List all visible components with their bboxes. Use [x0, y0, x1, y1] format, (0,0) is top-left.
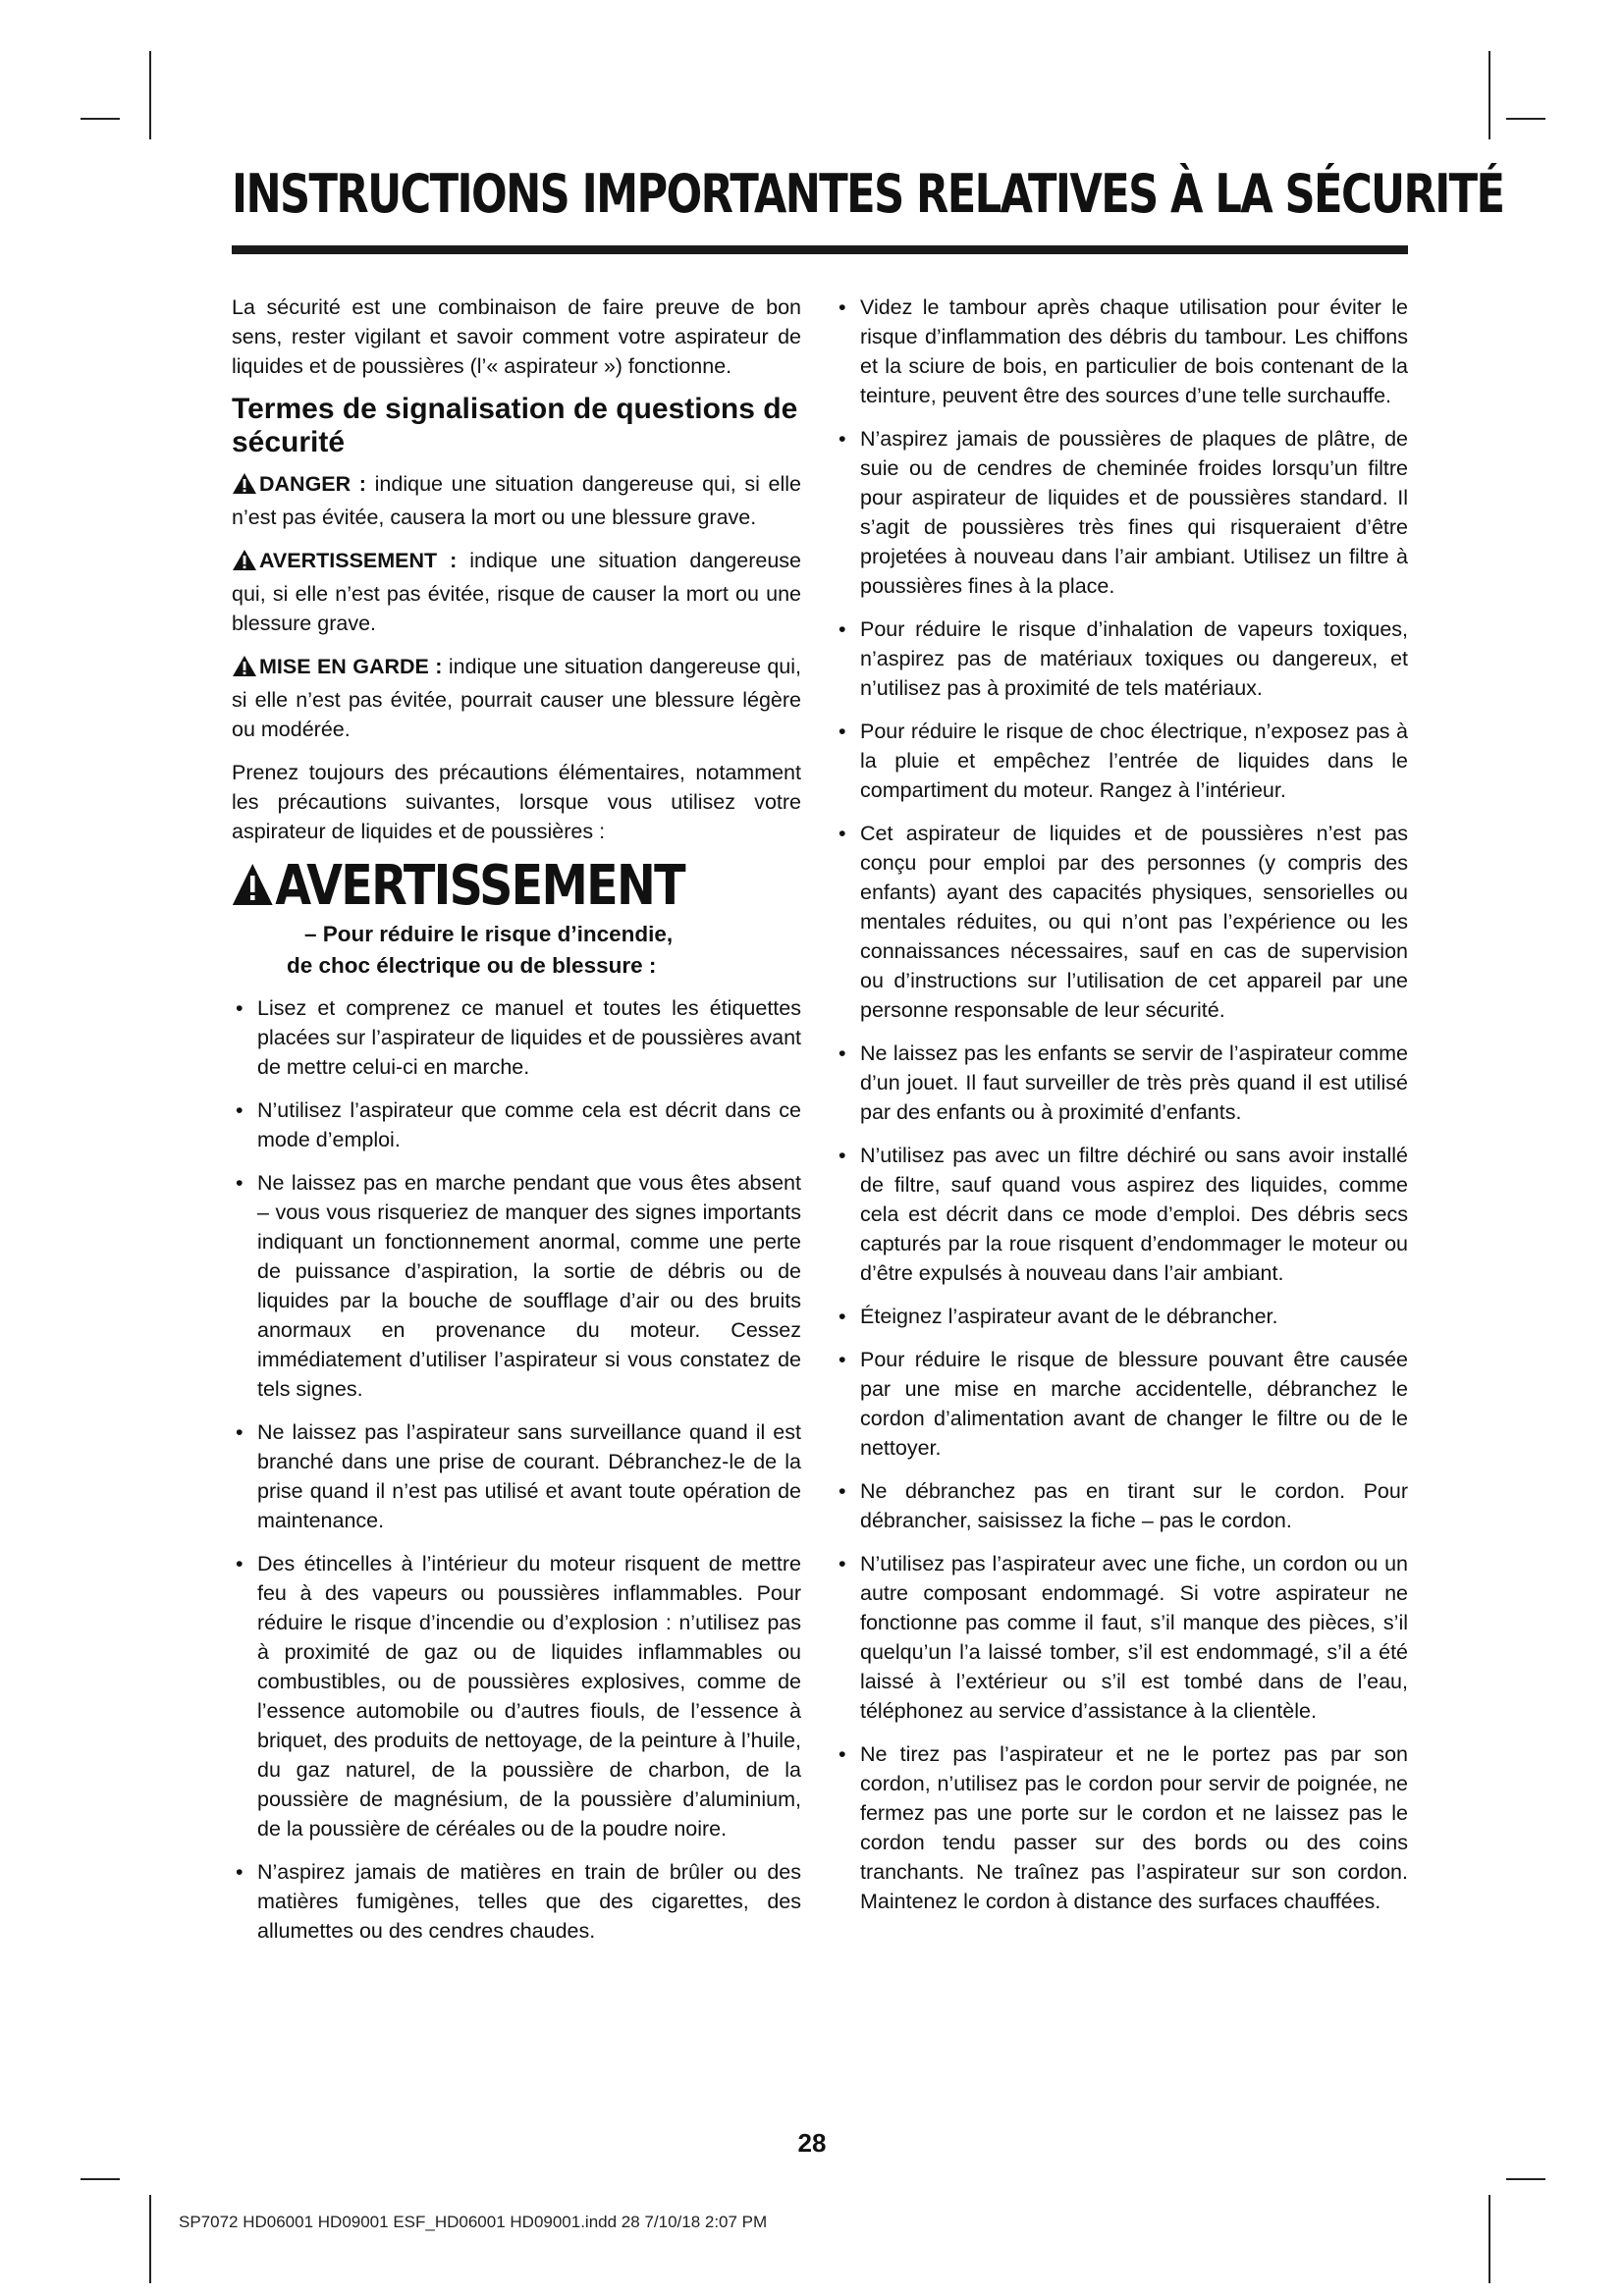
list-item: • Cet aspirateur de liquides et de poussières n’est pas conçu pour emploi par des personnes (y compris des enfants) ayant des capacités physiques, sensorielles ou mentales réduites, ou qui n’ont pas l’expérience ou les connaissances nécessaires, sauf en cas de supervision ou d’instructions sur l’utilisation de cet appareil par une personne responsable de leur sécurité.	[835, 819, 1408, 1025]
list-item: • Pour réduire le risque d’inhalation de vapeurs toxiques, n’aspirez pas de matériaux toxiques ou dangereux, et n’utilisez pas à proximité de tels matériaux.	[835, 614, 1408, 703]
warning-banner	[232, 856, 716, 919]
right-column	[835, 293, 1408, 1930]
warning-banner-label: AVERTISSEMENT	[275, 854, 684, 918]
list-item: • N’aspirez jamais de poussières de plaques de plâtre, de suie ou de cendres de cheminée froides lorsqu’un filtre pour aspirateur de liquides et de poussières standard. Il s’agit de poussières très fines qui risqueraient d’être projetées à nouveau dans l’air ambiant. Utilisez un filtre à poussières fines à la place.	[835, 424, 1408, 601]
signal-term-text: indique une situation dangereuse qui, si elle n’est pas évitée, causera la mort ou une blessure grave.	[232, 472, 802, 529]
warning-triangle-icon	[232, 858, 274, 919]
crop-mark-bottom-right-h	[1506, 2178, 1545, 2180]
page-title: INSTRUCTIONS IMPORTANTES RELATIVES À LA SÉCURITÉ	[232, 163, 1504, 225]
left-column	[232, 293, 801, 1959]
list-item: • N’utilisez pas l’aspirateur avec une fiche, un cordon ou un autre composant endommagé. Si votre aspirateur ne fonctionne pas comme il faut, s’il manque des pièces, s’il quelqu’un l’a laissé tomber, s’il est endommagé, s’il a été laissé à l’extérieur ou s’il est tombé dans de l’eau, téléphonez au service d’assistance à la clientèle.	[835, 1549, 1408, 1726]
signal-terms-heading: Termes de signalisation de questions de sécurité	[232, 393, 798, 458]
crop-mark-bottom-right	[1489, 2195, 1490, 2283]
list-item: • Ne laissez pas les enfants se servir de l’aspirateur comme d’un jouet. Il faut surveiller de très près quand il est utilisé par des enfants ou à proximité d’enfants.	[835, 1039, 1408, 1127]
list-item: • Ne tirez pas l’aspirateur et ne le portez pas par son cordon, n’utilisez pas le cordon pour servir de poignée, ne fermez pas une porte sur le cordon et ne laissez pas le cordon tendu passer sur des bords ou des coins tranchants. Ne traînez pas l’aspirateur sur son cordon. Maintenez le cordon à distance des surfaces chauffées.	[835, 1739, 1408, 1916]
warning-subtitle-line2: de choc électrique ou de blessure :	[287, 953, 657, 978]
list-item: • N’utilisez pas avec un filtre déchiré ou sans avoir installé de filtre, sauf quand vous aspirez des liquides, comme cela est décrit dans ce mode d’emploi. Des débris secs capturés par la roue risquent d’endommager le moteur ou d’être expulsés à nouveau dans l’air ambiant.	[835, 1141, 1408, 1288]
crop-mark-top-right	[1489, 51, 1490, 139]
signal-term-text: indique une situation dangereuse qui, si elle n’est pas évitée, pourrait causer une blessure légère ou modérée.	[232, 655, 801, 741]
crop-mark-top-left	[149, 51, 151, 139]
list-item: • Ne laissez pas l’aspirateur sans surveillance quand il est branché dans une prise de courant. Débranchez-le de la prise quand il n’est pas utilisé et avant toute opération de maintenance.	[232, 1417, 801, 1535]
page-number: 28	[797, 2128, 827, 2158]
signal-term-text: indique une situation dangereuse qui, si elle n’est pas évitée, risque de causer la mort ou une blessure grave.	[232, 549, 801, 635]
list-item: • Pour réduire le risque de choc électrique, n’exposez pas à la pluie et empêchez l’entrée de liquides dans le compartiment du moteur. Rangez à l’intérieur.	[835, 717, 1408, 805]
crop-mark-bottom-left-h	[81, 2178, 120, 2180]
crop-mark-bottom-left	[149, 2195, 151, 2283]
signal-term-warning	[232, 546, 801, 638]
signal-term-caution	[232, 652, 801, 744]
warning-triangle-icon	[232, 549, 257, 579]
crop-mark-top-left-h	[81, 118, 120, 120]
intro-paragraph: La sécurité est une combinaison de faire preuve de bon sens, rester vigilant et savoir comment votre aspirateur de liquides et de poussières (l’« aspirateur ») fonctionne.	[232, 295, 801, 378]
signal-term-label: AVERTISSEMENT :	[259, 549, 458, 572]
list-item: • Ne débranchez pas en tirant sur le cordon. Pour débrancher, saisissez la fiche – pas le cordon.	[835, 1476, 1408, 1535]
left-bullet-list	[232, 993, 801, 1946]
precautions-intro: Prenez toujours des précautions élémentaires, notamment les précautions suivantes, lorsque vous utilisez votre aspirateur de liquides et de poussières :	[232, 761, 801, 843]
list-item: • Pour réduire le risque de blessure pouvant être causée par une mise en marche accidentelle, débranchez le cordon d’alimentation avant de changer le filtre ou de le nettoyer.	[835, 1345, 1408, 1463]
list-item: • N’utilisez l’aspirateur que comme cela est décrit dans ce mode d’emploi.	[232, 1095, 801, 1154]
warning-triangle-icon	[232, 472, 257, 503]
crop-mark-top-right-h	[1506, 118, 1545, 120]
list-item: • Ne laissez pas en marche pendant que vous êtes absent – vous vous risqueriez de manquer des signes importants indiquant un fonctionnement anormal, comme une perte de puissance d’aspiration, la sortie de débris ou de liquides par la bouche de soufflage d’air ou des bruits anormaux en provenance du moteur. Cessez immédiatement d’utiliser l’aspirateur si vous constatez de tels signes.	[232, 1168, 801, 1404]
right-bullet-list	[835, 293, 1408, 1916]
title-rule	[232, 245, 1408, 254]
list-item: • N’aspirez jamais de matières en train de brûler ou des matières fumigènes, telles que des cigarettes, des allumettes ou des cendres chaudes.	[232, 1857, 801, 1946]
signal-term-label: DANGER :	[259, 472, 366, 496]
list-item: • Des étincelles à l’intérieur du moteur risquent de mettre feu à des vapeurs ou poussières inflammables. Pour réduire le risque d’incendie ou d’explosion : n’utilisez pas à proximité de gaz ou de liquides inflammables ou combustibles, ou de poussières explosives, comme de l’essence automobile ou d’autres fiouls, de l’essence à briquet, des produits de nettoyage, de la peinture à l’huile, du gaz naturel, de la poussière de charbon, de la poussière de magnésium, de la poussière d’aluminium, de la poussière de céréales ou de la poudre noire.	[232, 1549, 801, 1843]
warning-subtitle-line1: – Pour réduire le risque d’incendie,	[304, 922, 674, 946]
warning-triangle-icon	[232, 655, 257, 685]
list-item: • Éteignez l’aspirateur avant de le débrancher.	[835, 1302, 1408, 1331]
signal-term-label: MISE EN GARDE :	[259, 655, 443, 678]
list-item: • Lisez et comprenez ce manuel et toutes les étiquettes placées sur l’aspirateur de liquides et de poussières avant de mettre celui-ci en marche.	[232, 993, 801, 1082]
list-item: • Videz le tambour après chaque utilisation pour éviter le risque d’inflammation des débris du tambour. Les chiffons et la sciure de bois, en particulier de bois contenant de la teinture, peuvent être des sources d’une telle surchauffe.	[835, 293, 1408, 410]
print-slug: SP7072 HD06001 HD09001 ESF_HD06001 HD09001.indd 28 7/10/18 2:07 PM	[179, 2213, 768, 2231]
signal-term-danger	[232, 469, 801, 532]
